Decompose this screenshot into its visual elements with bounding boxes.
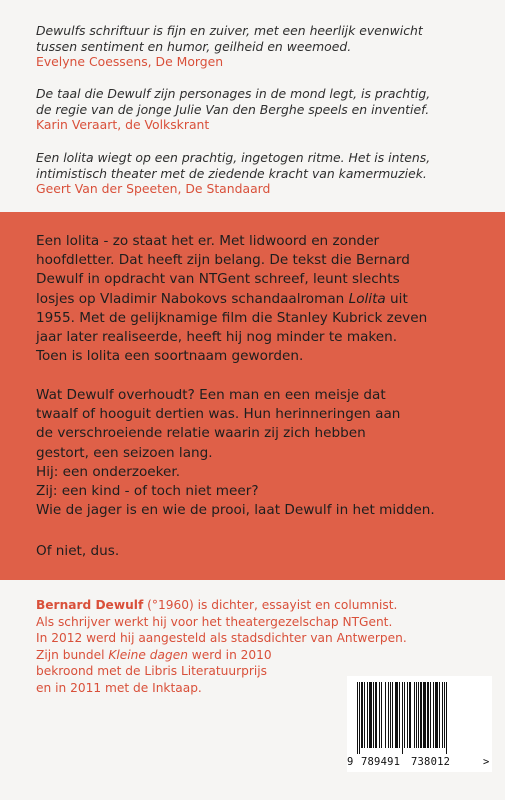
author-bio: Bernard Dewulf (°1960) is dichter, essayist en columnist. Als schrijver werkt hij voor het theatergezelschap NTGent. In 2012 werd hij aangesteld als stadsdichter van Antwerpen. Zijn bundel Kleine dagen werd in 2010 bekroond met de Libris Literatuurprijs en in 2011 met de Inktaap. bbox=[36, 598, 407, 695]
barcode-bar bbox=[427, 682, 429, 748]
barcode-bar bbox=[407, 682, 408, 748]
blurb-paragraph-2: Wat Dewulf overhoudt? Een man en een meisje dat twaalf of hooguit dertien was. Hun herinneringen aan de verschroeiende relatie waarin zij zich hebben gestort, een seizoen lang. Hij: een onderzoeker. Zij: een kind - of toch niet meer? Wie de jager is en wie de prooi, laat Dewulf in het midden. bbox=[36, 387, 435, 519]
book-title-kleine-dagen: Kleine dagen bbox=[108, 647, 188, 662]
barcode-bar bbox=[416, 682, 417, 748]
barcode-bar bbox=[402, 682, 403, 754]
barcode-bar bbox=[367, 682, 368, 748]
barcode-bar bbox=[430, 682, 431, 748]
press-quote-2 bbox=[36, 86, 476, 133]
barcode-bar bbox=[369, 682, 372, 748]
barcode-bars bbox=[355, 682, 484, 756]
barcode-bar bbox=[439, 682, 440, 748]
quote-source: Geert Van der Speeten, De Standaard bbox=[36, 181, 271, 196]
barcode-bar bbox=[404, 682, 405, 748]
quote-text: De taal die Dewulf zijn personages in de mond legt, is prachtig, de regie van de jonge Julie Van den Berghe speels en inventief. bbox=[36, 86, 431, 117]
quote-source: Karin Veraart, de Volkskrant bbox=[36, 117, 210, 132]
barcode-bar bbox=[379, 682, 380, 748]
book-title-lolita: Lolita bbox=[348, 290, 386, 307]
author-name: Bernard Dewulf bbox=[36, 598, 144, 612]
barcode-bar bbox=[399, 682, 400, 748]
barcode-bar bbox=[414, 682, 415, 748]
barcode-bar bbox=[442, 682, 443, 748]
barcode-bar bbox=[381, 682, 382, 748]
barcode-bar bbox=[392, 682, 393, 748]
quote-source: Evelyne Coessens, De Morgen bbox=[36, 54, 224, 69]
blurb-band bbox=[0, 212, 505, 580]
barcode-bar bbox=[385, 682, 386, 748]
barcode-bar bbox=[444, 682, 445, 748]
blurb-paragraph-1: Een lolita - zo staat het er. Met lidwoord en zonder hoofdletter. Dat heeft zijn belang. De tekst die Bernard Dewulf in opdracht van NTGent schreef, leunt slechts losjes op Vladimir Nabokovs schandaalroman Lolita uit 1955. Met de gelijknamige film die Stanley Kubrick zeven jaar later realiseerde, heeft hij nog minder te maken. Toen is lolita een soortnaam geworden. bbox=[36, 233, 428, 365]
barcode-bar bbox=[409, 682, 411, 748]
barcode-bar bbox=[420, 682, 422, 748]
quote-text: Dewulfs schriftuur is fijn en zuiver, met een heerlijk evenwicht tussen sentiment en humor, geilheid en weemoed. bbox=[36, 23, 423, 54]
barcode-bar bbox=[395, 682, 398, 748]
barcode-bar bbox=[388, 682, 389, 748]
press-quote-1 bbox=[36, 23, 476, 70]
barcode-bar bbox=[375, 682, 377, 748]
barcode-bar bbox=[446, 682, 447, 754]
isbn-barcode: 9 789491 738012 > bbox=[347, 676, 492, 772]
quote-text: Een lolita wiegt op een prachtig, ingetogen ritme. Het is intens, intimistisch theater met de ziedende kracht van kamermuziek. bbox=[36, 150, 431, 181]
press-quote-3 bbox=[36, 150, 476, 197]
barcode-bar bbox=[373, 682, 374, 748]
barcode-bar bbox=[390, 682, 391, 748]
barcode-bar bbox=[433, 682, 434, 748]
barcode-bar bbox=[359, 682, 360, 754]
barcode-bar bbox=[357, 682, 358, 754]
barcode-bar bbox=[361, 682, 363, 748]
barcode-bar bbox=[418, 682, 419, 748]
barcode-bar bbox=[423, 682, 426, 748]
blurb-paragraph-3: Of niet, dus. bbox=[36, 543, 120, 559]
press-quotes bbox=[0, 0, 505, 212]
barcode-bar bbox=[364, 682, 365, 748]
barcode-bar bbox=[435, 682, 438, 748]
